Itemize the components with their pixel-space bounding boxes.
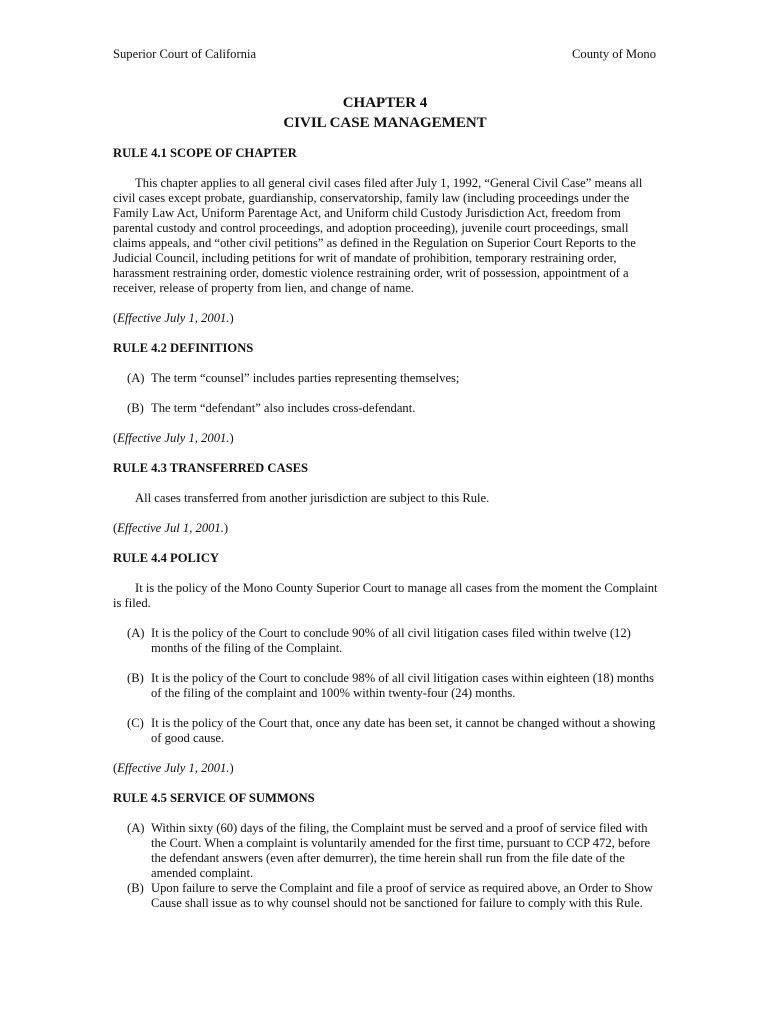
- item-label: (C): [127, 716, 144, 730]
- item-label: (A): [127, 821, 145, 835]
- rule-4-4-item: [113, 626, 658, 656]
- rule-4-4-text: It is the policy of the Mono County Superior Court to manage all cases from the moment the Complaint is filed.: [113, 581, 658, 610]
- header-court-name: Superior Court of California: [113, 47, 257, 61]
- rule-4-2-item: [113, 401, 658, 416]
- effective-date: Effective Jul 1, 2001.: [117, 521, 224, 535]
- chapter-title-block: [0, 93, 770, 133]
- rule-4-5-item: [113, 881, 658, 911]
- document-body: [113, 146, 658, 911]
- rule-4-4-item: [113, 716, 658, 746]
- item-label: (B): [127, 881, 144, 895]
- rule-4-3-effective: (Effective Jul 1, 2001.): [113, 521, 229, 535]
- item-text: It is the policy of the Court that, once any date has been set, it cannot be changed without a showing of good cause.: [151, 716, 656, 745]
- item-text: Within sixty (60) days of the filing, the Complaint must be served and a proof of service filed with the Court. When a complaint is voluntarily amended for the first time, pursuant to CCP 472, before the defendant answers (even after demurrer), the time herein shall run from the file date of the amended complaint.: [151, 821, 651, 880]
- effective-date: Effective July 1, 2001.: [117, 761, 230, 775]
- chapter-number: CHAPTER 4: [342, 95, 428, 111]
- rule-4-4-item: [113, 671, 658, 701]
- rule-4-4-heading: RULE 4.4 POLICY: [113, 551, 220, 565]
- item-text: The term “counsel” includes parties representing themselves;: [151, 371, 460, 385]
- rule-4-5-heading: RULE 4.5 SERVICE OF SUMMONS: [113, 791, 315, 805]
- header-county: County of Mono: [572, 47, 656, 61]
- rule-4-3-text: All cases transferred from another jurisdiction are subject to this Rule.: [135, 491, 490, 505]
- item-text: Upon failure to serve the Complaint and file a proof of service as required above, an Order to Show Cause shall issue as to why counsel should not be sanctioned for failure to comply with this Rule.: [151, 881, 653, 910]
- rule-4-5-item: [113, 821, 658, 881]
- item-label: (B): [127, 401, 144, 415]
- item-label: (A): [127, 371, 145, 385]
- rule-4-3-heading: RULE 4.3 TRANSFERRED CASES: [113, 461, 309, 475]
- rule-4-2-effective: (Effective July 1, 2001.): [113, 431, 234, 445]
- item-text: It is the policy of the Court to conclude 98% of all civil litigation cases within eighteen (18) months of the filing of the complaint and 100% within twenty-four (24) months.: [151, 671, 654, 700]
- rule-4-1-heading: RULE 4.1 SCOPE OF CHAPTER: [113, 146, 297, 160]
- item-label: (A): [127, 626, 145, 640]
- effective-date: Effective July 1, 2001.: [117, 311, 230, 325]
- rule-4-4-effective: (Effective July 1, 2001.): [113, 761, 234, 775]
- item-text: The term “defendant” also includes cross-defendant.: [151, 401, 416, 415]
- item-label: (B): [127, 671, 144, 685]
- rule-4-1-effective: (Effective July 1, 2001.): [113, 311, 234, 325]
- item-text: It is the policy of the Court to conclude 90% of all civil litigation cases filed within twelve (12) months of the filing of the Complaint.: [151, 626, 631, 655]
- rule-4-1-text: This chapter applies to all general civil cases filed after July 1, 1992, “General Civil Case” means all civil cases except probate, guardianship, conservatorship, family law (including proceedings under the Family Law Act, Uniform Parentage Act, and Uniform child Custody Jurisdiction Act, freedom from parental custody and control proceedings, and adoption proceeding), juvenile court proceedings, small claims appeals, and “other civil petitions” as defined in the Regulation on Superior Court Reports to the Judicial Council, including petitions for writ of mandate of prohibition, temporary restraining order, harassment restraining order, domestic violence restraining order, writ of possession, appointment of a receiver, release of property from lien, and change of name.: [113, 176, 643, 295]
- rule-4-2-heading: RULE 4.2 DEFINITIONS: [113, 341, 254, 355]
- rule-4-2-item: [113, 371, 658, 386]
- effective-date: Effective July 1, 2001.: [117, 431, 230, 445]
- chapter-title: CIVIL CASE MANAGEMENT: [283, 115, 487, 131]
